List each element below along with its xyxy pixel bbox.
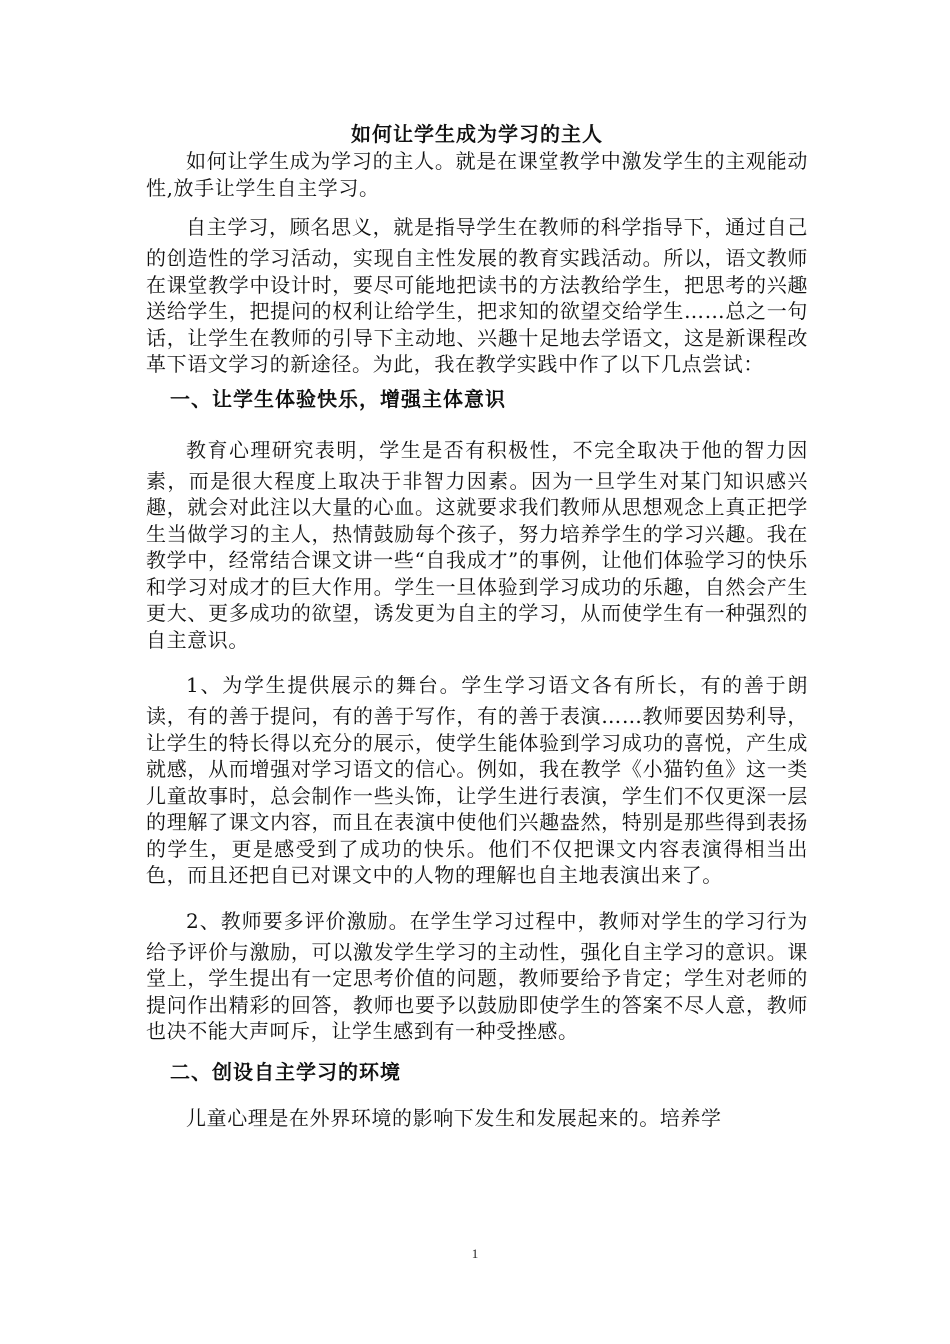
paragraph-intro: 如何让学生成为学习的主人。就是在课堂教学中激发学生的主观能动性,放手让学生自主学习。: [146, 149, 808, 200]
document-title: 如何让学生成为学习的主人: [351, 122, 603, 146]
spacer: [146, 889, 808, 903]
section-heading-2: 二、创设自主学习的环境: [170, 1059, 401, 1084]
paragraph-environment: 儿童心理是在外界环境的影响下发生和发展起来的。培养学: [186, 1105, 722, 1130]
spacer: [146, 653, 808, 667]
document-content: [146, 120, 808, 1131]
section-heading-1: 一、让学生体验快乐，增强主体意识: [170, 386, 506, 411]
spacer: [146, 1085, 808, 1105]
paragraph-point-1: 1、为学生提供展示的舞台。学生学习语文各有所长，有的善于朗读，有的善于提问，有的善于写作，有的善于表演……教师要因势利导，让学生的特长得以充分的展示，使学生能体验到学习成功的喜悦，产生成就感，从而增强对学习语文的信心。例如，我在教学《小猫钓鱼》这一类儿童故事时，总会制作一些头饰，让学生进行表演，学生们不仅更深一层的理解了课文内容，而且在表演中使他们兴趣盎然，特别是那些得到表扬的学生，更是感受到了成功的快乐。他们不仅把课文内容表演得相当出色，而且还把自已对课文中的人物的理解也自主地表演出来了。: [146, 673, 808, 887]
spacer: [146, 378, 808, 386]
paragraph-point-2: 2、教师要多评价激励。在学生学习过程中，教师对学生的学习行为给予评价与激励，可以激发学生学习的主动性，强化自主学习的意识。课堂上，学生提出有一定思考价值的问题，教师要给予肯定；学生对老师的提问作出精彩的回答，教师也要予以鼓励即使学生的答案不尽人意，教师也决不能大声呵斥，让学生感到有一种受挫感。: [146, 908, 808, 1043]
spacer: [146, 412, 808, 432]
spacer: [146, 1045, 808, 1059]
paragraph-self-study: 自主学习，顾名思义，就是指导学生在教师的科学指导下，通过自己的创造性的学习活动，实现自主性发展的教育实践活动。所以，语文教师在课堂教学中设计时，要尽可能地把读书的方法教给学生，把思考的兴趣送给学生，把提问的权利让给学生，把求知的欲望交给学生……总之一句话，让学生在教师的引导下主动地、兴趣十足地去学语文，这是新课程改革下语文学习的新途径。为此，我在教学实践中作了以下几点尝试：: [146, 215, 808, 376]
page-number: 1: [471, 1246, 479, 1261]
spacer: [146, 201, 808, 209]
paragraph-psychology: 教育心理研究表明，学生是否有积极性，不完全取决于他的智力因素，而是很大程度上取决于非智力因素。因为一旦学生对某门知识感兴趣，就会对此注以大量的心血。这就要求我们教师从思想观念上真正把学生当做学习的主人，热情鼓励每个孩子，努力培养学生的学习兴趣。我在教学中，经常结合课文讲一些“自我成才”的事例，让他们体验学习的快乐和学习对成才的巨大作用。学生一旦体验到学习成功的乐趣，自然会产生更大、更多成功的欲望，诱发更为自主的学习，从而使学生有一种强烈的自主意识。: [146, 437, 808, 652]
